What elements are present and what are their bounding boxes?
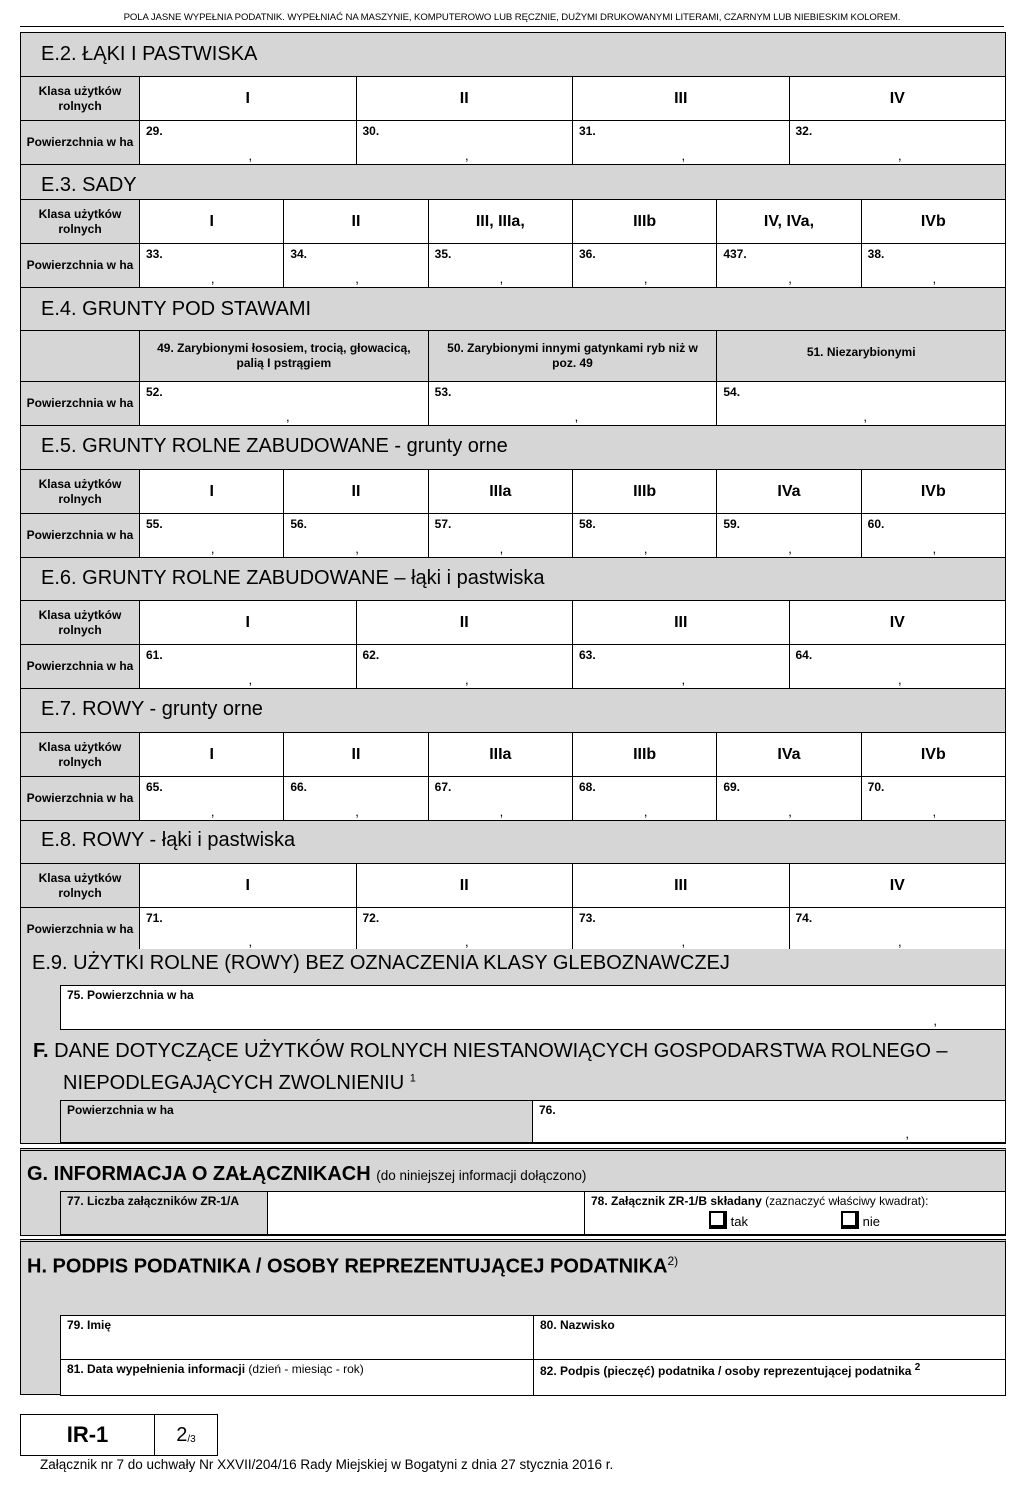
field-80[interactable] — [533, 1315, 1006, 1360]
field-59[interactable]: 59. , — [716, 514, 860, 557]
f-area-label: Powierzchnia w ha — [67, 1103, 174, 1117]
e6-area-label: Powierzchnia w ha — [26, 659, 134, 673]
field-78-label-wrap — [591, 1194, 928, 1208]
e3-class: IV, IVa, — [716, 200, 860, 243]
section-e7-title: E.7. ROWY - grunty orne — [41, 698, 263, 720]
field-81[interactable] — [60, 1359, 534, 1396]
f-area-label-cell — [60, 1100, 533, 1143]
field-36[interactable]: 36. , — [572, 244, 716, 287]
field-60[interactable]: 60. , — [861, 514, 1005, 557]
e3-class: IVb — [861, 200, 1005, 243]
section-e2-title: E.2. ŁĄKI I PASTWISKA — [41, 43, 258, 65]
field-62[interactable]: 62. , — [356, 645, 573, 688]
field-57[interactable]: 57. , — [428, 514, 572, 557]
field-54[interactable]: 54. , — [716, 382, 1005, 425]
e7-area-label: Powierzchnia w ha — [26, 791, 134, 805]
section-f-letter: F. — [33, 1040, 49, 1062]
e6-class: III — [572, 601, 789, 644]
section-h — [20, 1239, 1006, 1395]
section-h-title-wrap — [27, 1254, 678, 1279]
e4-header: 49. Zarybionymi łososiem, trocią, głowacicą, palią I pstrągiem — [139, 331, 428, 381]
field-82-footnote-ref: 2 — [914, 1362, 921, 1373]
field-53[interactable]: 53. , — [428, 382, 717, 425]
field-71[interactable]: 71. , — [139, 908, 356, 950]
section-e4-title: E.4. GRUNTY POD STAWAMI — [41, 298, 312, 320]
section-g-title: G. INFORMACJA O ZAŁĄCZNIKACH — [27, 1163, 371, 1185]
e8-class: II — [356, 864, 573, 907]
field-32[interactable]: 32. , — [789, 121, 1006, 164]
field-76-label: 76. — [539, 1103, 556, 1117]
e8-area-row — [21, 907, 1005, 950]
section-f — [20, 1030, 1006, 1144]
e3-class-row — [21, 199, 1005, 243]
field-77-label-cell — [60, 1191, 268, 1235]
option-nie-label: nie — [862, 1214, 880, 1229]
field-30[interactable]: 30. , — [356, 121, 573, 164]
page-total: /3 — [187, 1433, 196, 1445]
e7-class-label: Klasa użytków rolnych — [38, 739, 122, 769]
field-55[interactable]: 55. , — [139, 514, 283, 557]
field-31[interactable]: 31. , — [572, 121, 789, 164]
e3-class: I — [139, 200, 283, 243]
e7-class: IVb — [861, 733, 1005, 776]
e2-class-row — [21, 76, 1005, 120]
section-g — [20, 1148, 1006, 1236]
e5-class: IVa — [716, 470, 860, 513]
field-63[interactable]: 63. , — [572, 645, 789, 688]
section-f-title-line2-wrap — [63, 1072, 416, 1095]
e4-empty-label — [21, 331, 139, 381]
section-g-title-note: (do niniejszej informacji dołączono) — [376, 1168, 587, 1183]
field-69[interactable]: 69. , — [716, 777, 860, 820]
field-81-note: (dzień - miesiąc - rok) — [248, 1362, 364, 1376]
field-61[interactable]: 61. , — [139, 645, 356, 688]
e8-area-label: Powierzchnia w ha — [26, 921, 134, 936]
section-g-title-wrap — [27, 1163, 586, 1186]
e5-class: I — [139, 470, 283, 513]
field-68[interactable]: 68. , — [572, 777, 716, 820]
e4-header-row — [21, 330, 1005, 381]
e2-area-row — [21, 120, 1005, 164]
field-82-label-wrap — [540, 1362, 920, 1378]
field-67[interactable]: 67. , — [428, 777, 572, 820]
e5-class: II — [283, 470, 427, 513]
field-72[interactable]: 72. , — [356, 908, 573, 950]
field-78-label: 78. Załącznik ZR-1/B składany — [591, 1194, 762, 1208]
e2-class: I — [139, 77, 356, 120]
page-current: 2 — [176, 1423, 188, 1446]
form-id-box — [20, 1414, 218, 1456]
e5-class: IIIb — [572, 470, 716, 513]
field-82-label: 82. Podpis (pieczęć) podatnika / osoby reprezentującej podatnika — [540, 1364, 912, 1378]
e8-class-label: Klasa użytków rolnych — [38, 870, 122, 900]
option-nie[interactable] — [841, 1211, 880, 1229]
section-e9-title: E.9. UŻYTKI ROLNE (ROWY) BEZ OZNACZENIA KLASY GLEBOZNAWCZEJ — [32, 952, 730, 974]
field-75[interactable]: 75. Powierzchnia w ha , — [60, 985, 1006, 1030]
field-64[interactable]: 64. , — [789, 645, 1006, 688]
page-number — [155, 1415, 217, 1455]
e7-class: IIIa — [428, 733, 572, 776]
option-tak-label: tak — [730, 1214, 748, 1229]
checkbox-nie[interactable] — [841, 1211, 859, 1229]
e8-class-row — [21, 863, 1005, 907]
e7-class-row — [21, 732, 1005, 776]
e6-class: II — [356, 601, 573, 644]
field-34[interactable]: 34. , — [283, 244, 427, 287]
section-e-frame — [20, 32, 1006, 950]
section-e9 — [20, 949, 1006, 1031]
e6-class-row — [21, 600, 1005, 644]
section-e3-title: E.3. SADY — [41, 174, 137, 196]
e2-class-label: Klasa użytków rolnych — [38, 83, 122, 113]
e5-class-row — [21, 469, 1005, 513]
field-38[interactable]: 38. , — [861, 244, 1005, 287]
option-tak[interactable] — [709, 1211, 748, 1229]
field-73[interactable]: 73. , — [572, 908, 789, 950]
field-82[interactable] — [533, 1359, 1006, 1396]
field-58[interactable]: 58. , — [572, 514, 716, 557]
e3-class: III, IIIa, — [428, 200, 572, 243]
section-f-footnote-ref: 1 — [409, 1072, 416, 1085]
field-76[interactable]: 76. , — [532, 1100, 1006, 1143]
e4-header: 51. Niezarybionymi — [716, 331, 1005, 381]
e4-area-row — [21, 381, 1005, 425]
e3-class: IIIb — [572, 200, 716, 243]
e6-class-label: Klasa użytków rolnych — [38, 607, 122, 637]
field-81-label: 81. Data wypełnienia informacji — [67, 1362, 246, 1376]
section-f-title-line1: DANE DOTYCZĄCE UŻYTKÓW ROLNYCH NIESTANOWIĄCYCH GOSPODARSTWA ROLNEGO – — [54, 1040, 948, 1062]
section-e5-title: E.5. GRUNTY ROLNE ZABUDOWANE - grunty orne — [41, 435, 508, 457]
field-33[interactable]: 33. , — [139, 244, 283, 287]
field-79-label: 79. Imię — [67, 1318, 112, 1332]
e2-area-label: Powierzchnia w ha — [26, 135, 134, 149]
field-52[interactable]: 52. , — [139, 382, 428, 425]
e5-area-label: Powierzchnia w ha — [26, 528, 134, 542]
field-65[interactable]: 65. , — [139, 777, 283, 820]
field-81-label-wrap — [67, 1362, 364, 1376]
e2-class: III — [572, 77, 789, 120]
footer-note: Załącznik nr 7 do uchwały Nr XXVII/204/16 Rady Miejskiej w Bogatyni z dnia 27 stycznia 2016 r. — [40, 1457, 614, 1472]
e6-class: IV — [789, 601, 1006, 644]
section-f-title-line2: NIEPODLEGAJĄCYCH ZWOLNIENIU — [63, 1072, 405, 1094]
field-35[interactable]: 35. , — [428, 244, 572, 287]
e7-class: I — [139, 733, 283, 776]
e3-class-label: Klasa użytków rolnych — [38, 206, 122, 236]
e3-class: II — [283, 200, 427, 243]
field-80-label: 80. Nazwisko — [540, 1318, 615, 1332]
e3-title-band — [21, 164, 1005, 199]
field-66[interactable]: 66. , — [283, 777, 427, 820]
e8-class: IV — [789, 864, 1006, 907]
e3-area-label: Powierzchnia w ha — [26, 258, 134, 272]
field-437[interactable]: 437. , — [716, 244, 860, 287]
field-79[interactable] — [60, 1315, 534, 1360]
field-70[interactable]: 70. , — [861, 777, 1005, 820]
section-e6-title: E.6. GRUNTY ROLNE ZABUDOWANE – łąki i pastwiska — [41, 567, 545, 589]
field-29[interactable]: 29. , — [139, 121, 356, 164]
section-f-title — [33, 1040, 948, 1063]
e5-class-label: Klasa użytków rolnych — [38, 476, 122, 506]
e3-area-row — [21, 243, 1005, 287]
form-code: IR-1 — [21, 1415, 155, 1455]
e4-area-label: Powierzchnia w ha — [26, 396, 134, 410]
e5-area-row — [21, 513, 1005, 557]
e5-class: IIIa — [428, 470, 572, 513]
field-78-note: (zaznaczyć właściwy kwadrat): — [765, 1194, 929, 1208]
instruction-banner: POLA JASNE WYPEŁNIA PODATNIK. WYPEŁNIAĆ NA MASZYNIE, KOMPUTEROWO LUB RĘCZNIE, DUŻYMI DRUKOWANYMI LITERAMI, CZARNYM LUB NIEBIESKIM KOLOREM. — [20, 12, 1004, 27]
section-e8-title: E.8. ROWY - łąki i pastwiska — [41, 829, 296, 851]
e8-class: III — [572, 864, 789, 907]
e8-class: I — [139, 864, 356, 907]
field-77-label: 77. Liczba załączników ZR-1/A — [67, 1194, 240, 1208]
e6-area-row — [21, 644, 1005, 688]
checkbox-tak[interactable] — [709, 1211, 727, 1229]
field-78 — [584, 1191, 1006, 1235]
field-77[interactable] — [267, 1191, 585, 1235]
e6-class: I — [139, 601, 356, 644]
e7-class: IVa — [716, 733, 860, 776]
section-h-title: H. PODPIS PODATNIKA / OSOBY REPREZENTUJĄCEJ PODATNIKA — [27, 1255, 668, 1278]
e2-class: II — [356, 77, 573, 120]
e4-header: 50. Zarybionymi innymi gatynkami ryb niż w poz. 49 — [428, 331, 717, 381]
section-h-footnote-ref: 2) — [667, 1254, 679, 1268]
e7-area-row — [21, 776, 1005, 820]
e7-class: II — [283, 733, 427, 776]
e7-class: IIIb — [572, 733, 716, 776]
field-56[interactable]: 56. , — [283, 514, 427, 557]
e5-class: IVb — [861, 470, 1005, 513]
field-74[interactable]: 74. , — [789, 908, 1006, 950]
field-75-label: 75. Powierzchnia w ha — [67, 988, 194, 1002]
e2-class: IV — [789, 77, 1006, 120]
